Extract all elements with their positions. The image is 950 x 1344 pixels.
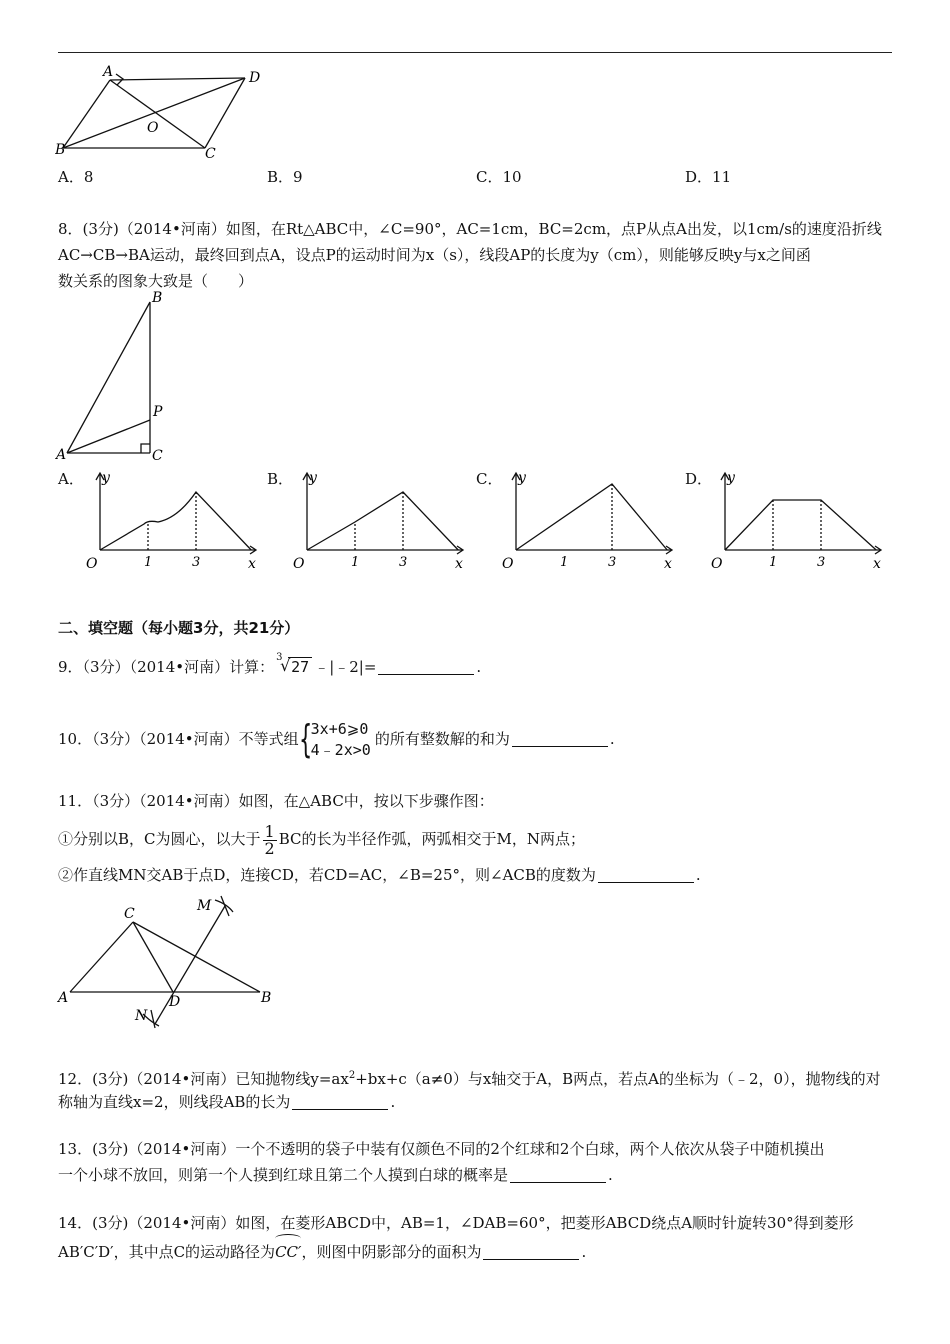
q13-line2 [58, 1162, 892, 1188]
q11-frac-den: 2 [264, 838, 275, 858]
q8-label-b: B [152, 290, 163, 306]
q12-sup: 2 [348, 1070, 356, 1081]
q8-graph-b [287, 466, 472, 576]
q10-prefix: 10．（3分）（2014•河南）不等式组 [58, 730, 299, 748]
q14-line2a: AB′C′D′，其中点C的运动路径为 [58, 1243, 276, 1261]
q7-option-a: A．8 [58, 168, 94, 186]
q9-prefix: 9．（3分）（2014•河南）计算： [58, 658, 275, 676]
origin-label: O [711, 556, 723, 572]
x-axis-label: x [248, 556, 256, 572]
q11-end: . [695, 866, 701, 884]
q9-line [58, 654, 892, 680]
q9-radicand: 27 [288, 657, 312, 676]
q11-label-c: C [124, 906, 135, 922]
q12-line2 [58, 1089, 892, 1115]
graph-lines [512, 473, 672, 554]
q14-line1: 14．(3分)（2014•河南）如图，在菱形ABCD中，AB=1，∠DAB=60°，把菱形ABCD绕点A顺时针旋转30°得到菱形 [58, 1214, 854, 1232]
y-axis-label: y [727, 470, 735, 486]
q8-graph-d [705, 466, 890, 576]
q10-eq1: 3x+6⩾0 [310, 720, 369, 738]
q11-label-n: N [135, 1008, 148, 1024]
q12-answer-blank[interactable] [292, 1093, 388, 1110]
q14-line2b: ，则图中阴影部分的面积为 [301, 1243, 482, 1261]
q11-label-a: A [58, 990, 69, 1006]
section-title: 二、填空题（每小题3分，共21分） [58, 619, 300, 637]
q12-end: . [390, 1093, 396, 1111]
q11-fraction [263, 821, 277, 858]
q8-label-c: C [152, 448, 163, 464]
y-axis-label: y [102, 470, 110, 486]
graph-curve [100, 492, 251, 550]
q9-root-index: 3 [276, 652, 283, 663]
q9-answer-blank[interactable] [378, 658, 474, 675]
q14-arc-symbol: CC′ [275, 1236, 301, 1265]
q8-line1: 8．(3分)（2014•河南）如图，在Rt△ABC中，∠C=90°，AC=1cm，BC=2cm，点P从点A出发，以1cm/s的速度沿折线 [58, 220, 882, 238]
q11-line2 [58, 822, 892, 857]
q12-line1b: +bx+c（a≠0）与x轴交于A，B两点，若点A的坐标为（﹣2，0），抛物线的对 [355, 1070, 881, 1088]
tick-label-1: 1 [351, 555, 360, 570]
q13-line2-text: 一个小球不放回，则第一个人摸到红球且第二个人摸到白球的概率是 [58, 1166, 509, 1184]
q8-option-d: D． [685, 470, 713, 488]
q7-label-b: B [55, 142, 66, 158]
q7-label-d: D [249, 70, 261, 86]
header-rule [58, 52, 892, 53]
q11-frac-num: 1 [264, 821, 275, 841]
graph-curve [516, 484, 667, 550]
q9-suffix: ﹣|﹣2|= [314, 658, 377, 676]
q12-line1a: 12．(3分)（2014•河南）已知抛物线y=ax [58, 1070, 349, 1088]
y-axis-label: y [518, 470, 526, 486]
graph-curve [725, 500, 876, 550]
q14-end: . [581, 1243, 587, 1261]
q7-label-c: C [205, 146, 216, 162]
q9-end: . [476, 658, 482, 676]
q7-option-d: D．11 [685, 168, 732, 186]
q8-line3: 数关系的图象大致是（ ） [58, 272, 254, 290]
q12-line2-text: 称轴为直线x=2，则线段AB的长为 [58, 1093, 291, 1111]
graph-curve [307, 492, 458, 550]
q10-end: . [609, 730, 615, 748]
q8-option-c: C． [476, 470, 503, 488]
q11-figure [55, 892, 285, 1030]
q11-label-b: B [261, 990, 272, 1006]
q13-line1: 13．(3分)（2014•河南）一个不透明的袋子中装有仅颜色不同的2个红球和2个白球，两个人依次从袋子中随机摸出 [58, 1140, 825, 1158]
origin-label: O [86, 556, 98, 572]
tick-label-1: 1 [144, 555, 153, 570]
brace-icon: { [298, 717, 312, 761]
q7-figure [55, 62, 270, 162]
q8-option-b: B． [267, 470, 294, 488]
tick-label-3: 3 [608, 555, 617, 570]
q8-line2: AC→CB→BA运动，最终回到点A，设点P的运动时间为x（s），线段AP的长度为y（cm），则能够反映y与x之间函 [58, 246, 811, 264]
q8-option-a: A． [58, 470, 84, 488]
q7-label-a: A [103, 64, 114, 80]
q14-line2 [58, 1236, 892, 1265]
q10-answer-blank[interactable] [512, 730, 608, 747]
q7-option-b: B．9 [267, 168, 303, 186]
q10-eq2: 4﹣2x>0 [310, 741, 371, 759]
q11-label-d: D [169, 994, 181, 1010]
q8-label-a: A [56, 447, 67, 463]
q11-answer-blank[interactable] [598, 866, 694, 883]
tick-label-3: 3 [399, 555, 408, 570]
tick-label-1: 1 [560, 555, 569, 570]
radical-sign-icon: √ [280, 656, 291, 675]
q10-line [58, 718, 892, 761]
q11-line3-text: ②作直线MN交AB于点D，连接CD，若CD=AC，∠B=25°，则∠ACB的度数为 [58, 866, 596, 884]
q7-option-c: C．10 [476, 168, 522, 186]
q8-graph-a [80, 466, 265, 576]
q7-label-o: O [147, 120, 159, 136]
q8-label-p: P [153, 404, 163, 420]
q11-line2a: ①分别以B，C为圆心，以大于 [58, 830, 261, 848]
q11-line2b: BC的长为半径作弧，两弧相交于M，N两点； [278, 830, 585, 848]
origin-label: O [293, 556, 305, 572]
q13-end: . [608, 1166, 613, 1184]
q11-line1: 11．（3分）（2014•河南）如图，在△ABC中，按以下步骤作图： [58, 792, 494, 810]
x-axis-label: x [664, 556, 672, 572]
x-axis-label: x [455, 556, 463, 572]
q8-graph-c [496, 466, 681, 576]
tick-label-3: 3 [192, 555, 201, 570]
tick-label-3: 3 [817, 555, 826, 570]
graph-lines [721, 473, 881, 554]
tick-label-1: 1 [769, 555, 778, 570]
q10-suffix: 的所有整数解的和为 [374, 730, 510, 748]
q8-triangle-figure [55, 288, 185, 466]
q13-answer-blank[interactable] [510, 1166, 606, 1183]
q11-label-m: M [197, 898, 212, 914]
q10-inequality-system [299, 719, 371, 761]
q14-answer-blank[interactable] [483, 1243, 579, 1260]
x-axis-label: x [873, 556, 881, 572]
graph-lines [96, 473, 256, 554]
origin-label: O [502, 556, 514, 572]
q9-cube-root [276, 654, 312, 680]
y-axis-label: y [309, 470, 317, 486]
q12-line1 [58, 1063, 892, 1092]
q11-line3 [58, 862, 892, 888]
graph-lines [303, 473, 463, 554]
